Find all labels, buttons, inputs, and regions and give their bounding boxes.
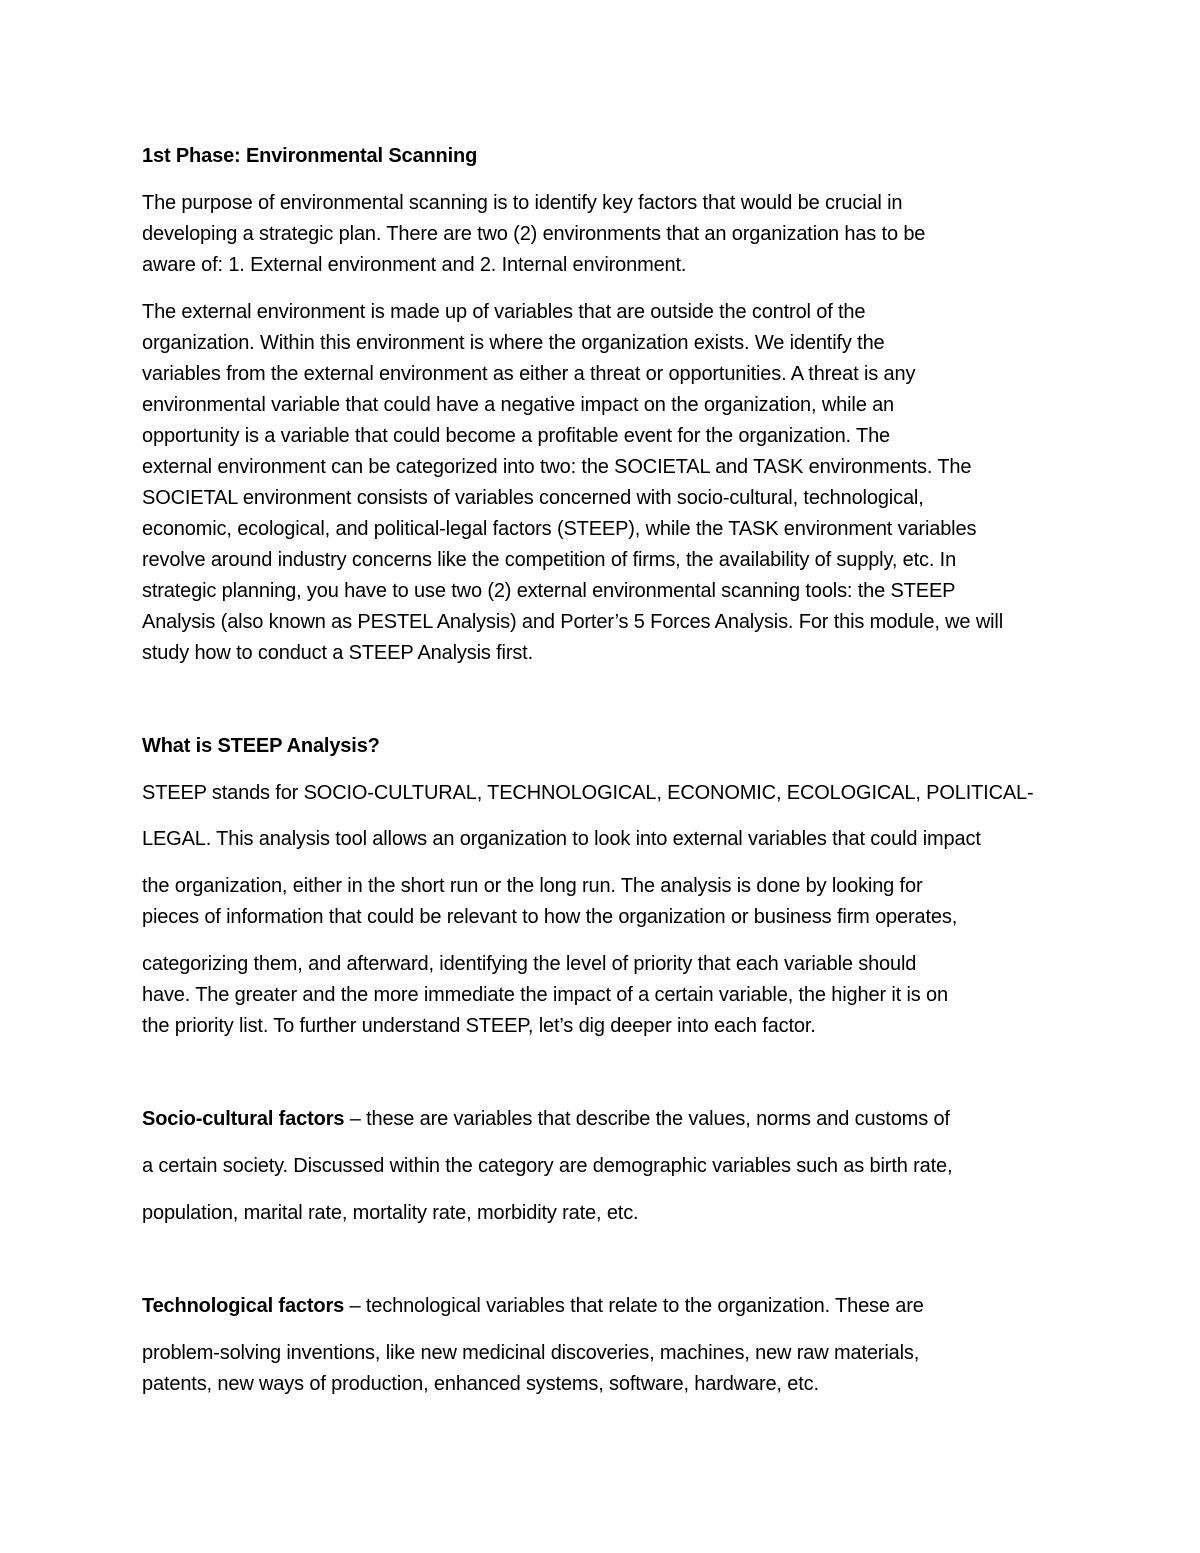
paragraph-line: population, marital rate, mortality rate, morbidity rate, etc. [142, 1202, 639, 1224]
paragraph-line: problem-solving inventions, like new medicinal discoveries, machines, new raw materials, [142, 1342, 920, 1364]
paragraph-line: patents, new ways of production, enhanced systems, software, hardware, etc. [142, 1373, 819, 1395]
term-socio-cultural: Socio-cultural factors [142, 1108, 345, 1130]
paragraph-line: STEEP stands for SOCIO-CULTURAL, TECHNOLOGICAL, ECONOMIC, ECOLOGICAL, POLITICAL- [142, 782, 1034, 804]
paragraph-line: a certain society. Discussed within the category are demographic variables such as birth rate, [142, 1155, 953, 1177]
paragraph-line: external environment can be categorized into two: the SOCIETAL and TASK environments. The [142, 456, 972, 478]
paragraph-line: strategic planning, you have to use two (2) external environmental scanning tools: the STEEP [142, 580, 956, 602]
heading-environmental-scanning: 1st Phase: Environmental Scanning [142, 145, 478, 167]
paragraph-line: have. The greater and the more immediate the impact of a certain variable, the higher it is on [142, 984, 948, 1006]
paragraph-line: The external environment is made up of variables that are outside the control of the [142, 301, 866, 323]
paragraph-line: Analysis (also known as PESTEL Analysis) and Porter’s 5 Forces Analysis. For this module, we will [142, 611, 1003, 633]
heading-what-is-steep: What is STEEP Analysis? [142, 735, 380, 757]
paragraph-line: aware of: 1. External environment and 2. Internal environment. [142, 254, 687, 276]
paragraph-line: the organization, either in the short run or the long run. The analysis is done by looking for [142, 875, 923, 897]
paragraph-line: categorizing them, and afterward, identifying the level of priority that each variable should [142, 953, 917, 975]
paragraph-line: economic, ecological, and political-legal factors (STEEP), while the TASK environment variables [142, 518, 977, 540]
paragraph-line: The purpose of environmental scanning is to identify key factors that would be crucial in [142, 192, 903, 214]
paragraph-line: variables from the external environment as either a threat or opportunities. A threat is any [142, 363, 916, 385]
term-technological: Technological factors [142, 1295, 345, 1317]
paragraph-line: SOCIETAL environment consists of variables concerned with socio-cultural, technological, [142, 487, 924, 509]
paragraph-line: the priority list. To further understand STEEP, let’s dig deeper into each factor. [142, 1015, 816, 1037]
paragraph-line: LEGAL. This analysis tool allows an organization to look into external variables that could impact [142, 828, 981, 850]
paragraph-line: study how to conduct a STEEP Analysis first. [142, 642, 533, 664]
paragraph-line: developing a strategic plan. There are two (2) environments that an organization has to be [142, 223, 926, 245]
paragraph-line: organization. Within this environment is where the organization exists. We identify the [142, 332, 885, 354]
definition-text: – these are variables that describe the values, norms and customs of [344, 1108, 950, 1130]
definition-text: – technological variables that relate to the organization. These are [344, 1295, 924, 1317]
paragraph-line: revolve around industry concerns like the competition of firms, the availability of supply, etc. In [142, 549, 957, 571]
paragraph-line: environmental variable that could have a negative impact on the organization, while an [142, 394, 895, 416]
paragraph-line [142, 1107, 950, 1131]
paragraph-line [142, 1294, 924, 1318]
paragraph-line: pieces of information that could be relevant to how the organization or business firm operates, [142, 906, 958, 928]
paragraph-line: opportunity is a variable that could become a profitable event for the organization. The [142, 425, 891, 447]
